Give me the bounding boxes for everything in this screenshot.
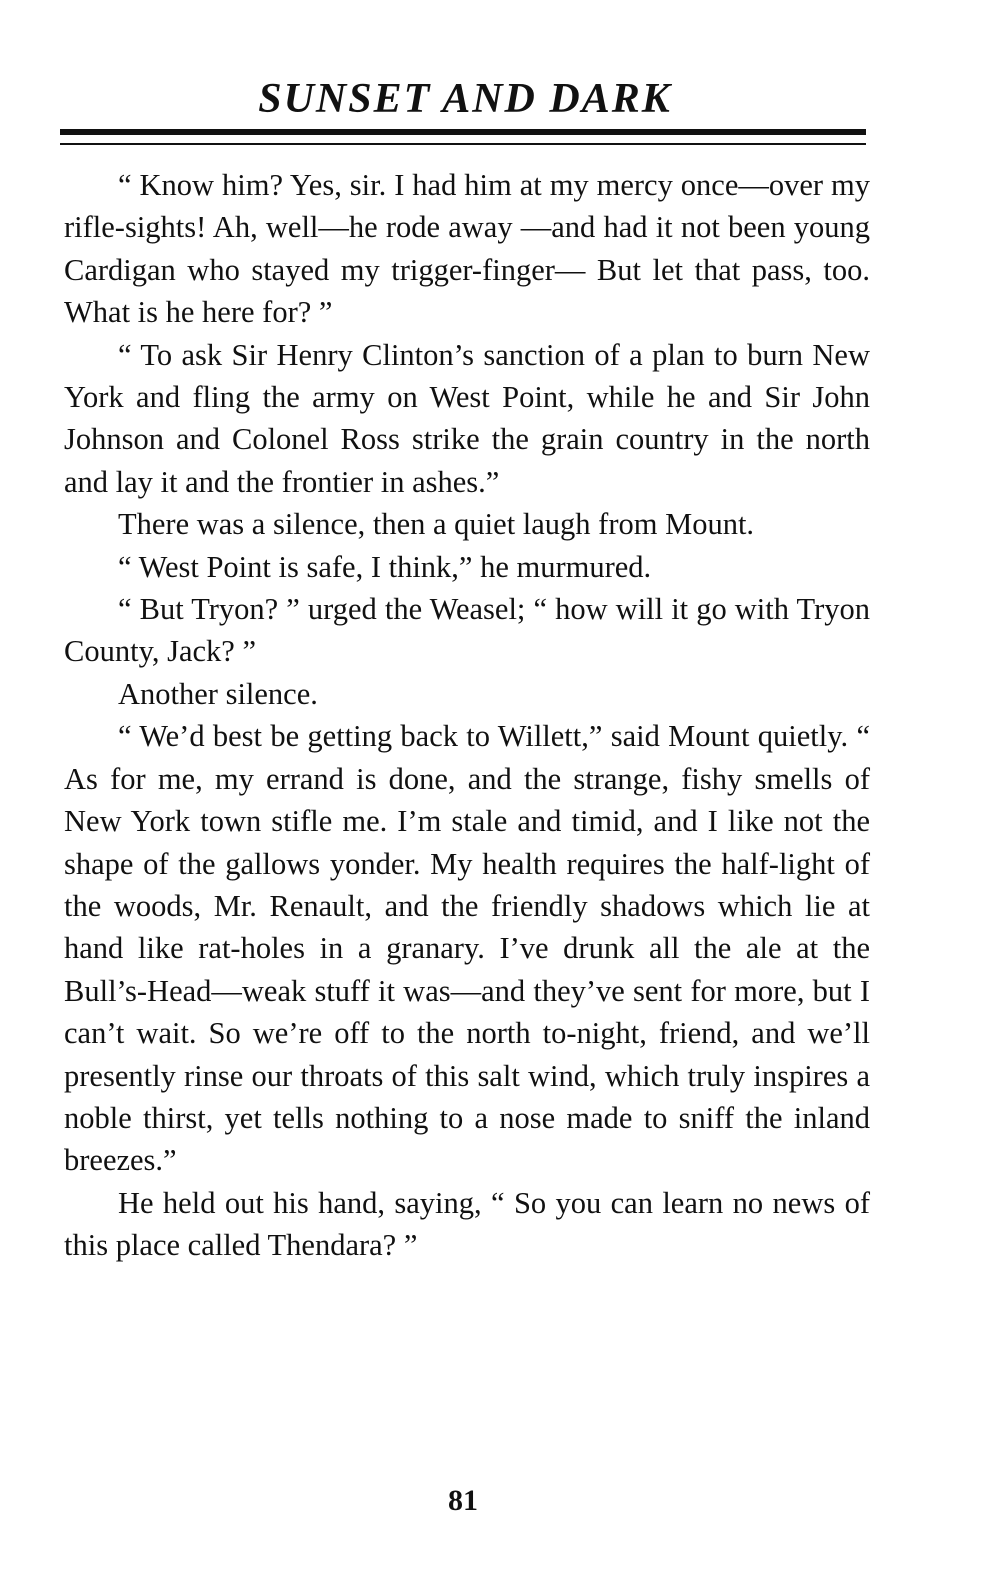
header-rule-thick — [60, 129, 866, 135]
paragraph: “ West Point is safe, I think,” he murmured. — [118, 549, 652, 584]
paragraph: “ Know him? Yes, sir. I had him at my mercy once—over my rifle-sights! Ah, well—he rode away —and had it not been young Cardigan who stayed my trigger-finger— But let that pass, too. What is he here for? ” — [64, 168, 870, 330]
paragraph: “ But Tryon? ” urged the Weasel; “ how will it go with Tryon County, Jack? ” — [64, 592, 870, 669]
paragraph: “ To ask Sir Henry Clinton’s sanction of a plan to burn New York and fling the army on West Point, while he and Sir John Johnson and Colonel Ross strike the grain country in the north and lay it and the frontier in ashes.” — [64, 337, 870, 499]
body-text — [64, 164, 870, 1267]
running-title: SUNSET AND DARK — [258, 76, 672, 122]
paragraph: There was a silence, then a quiet laugh from Mount. — [118, 507, 755, 542]
header-rule-thin — [60, 143, 866, 145]
page-number: 81 — [448, 1484, 478, 1517]
paragraph: Another silence. — [118, 676, 318, 711]
paragraph: “ We’d best be getting back to Willett,” said Mount quietly. “ As for me, my errand is done, and the strange, fishy smells of New York town stifle me. I’m stale and timid, and I like not the shape of the gallows yonder. My health requires the half-light of the woods, Mr. Renault, and the friendly shadows which lie at hand like rat-holes in a granary. I’ve drunk all the ale at the Bull’s-Head—weak stuff it was—and they’ve sent for more, but I can’t wait. So we’re off to the north to-night, friend, and we’ll presently rinse our throats of this salt wind, which truly inspires a noble thirst, yet tells nothing to a nose made to sniff the inland breezes.” — [64, 719, 870, 1178]
paragraph: He held out his hand, saying, “ So you can learn no news of this place called Thendara? ” — [64, 1185, 870, 1263]
